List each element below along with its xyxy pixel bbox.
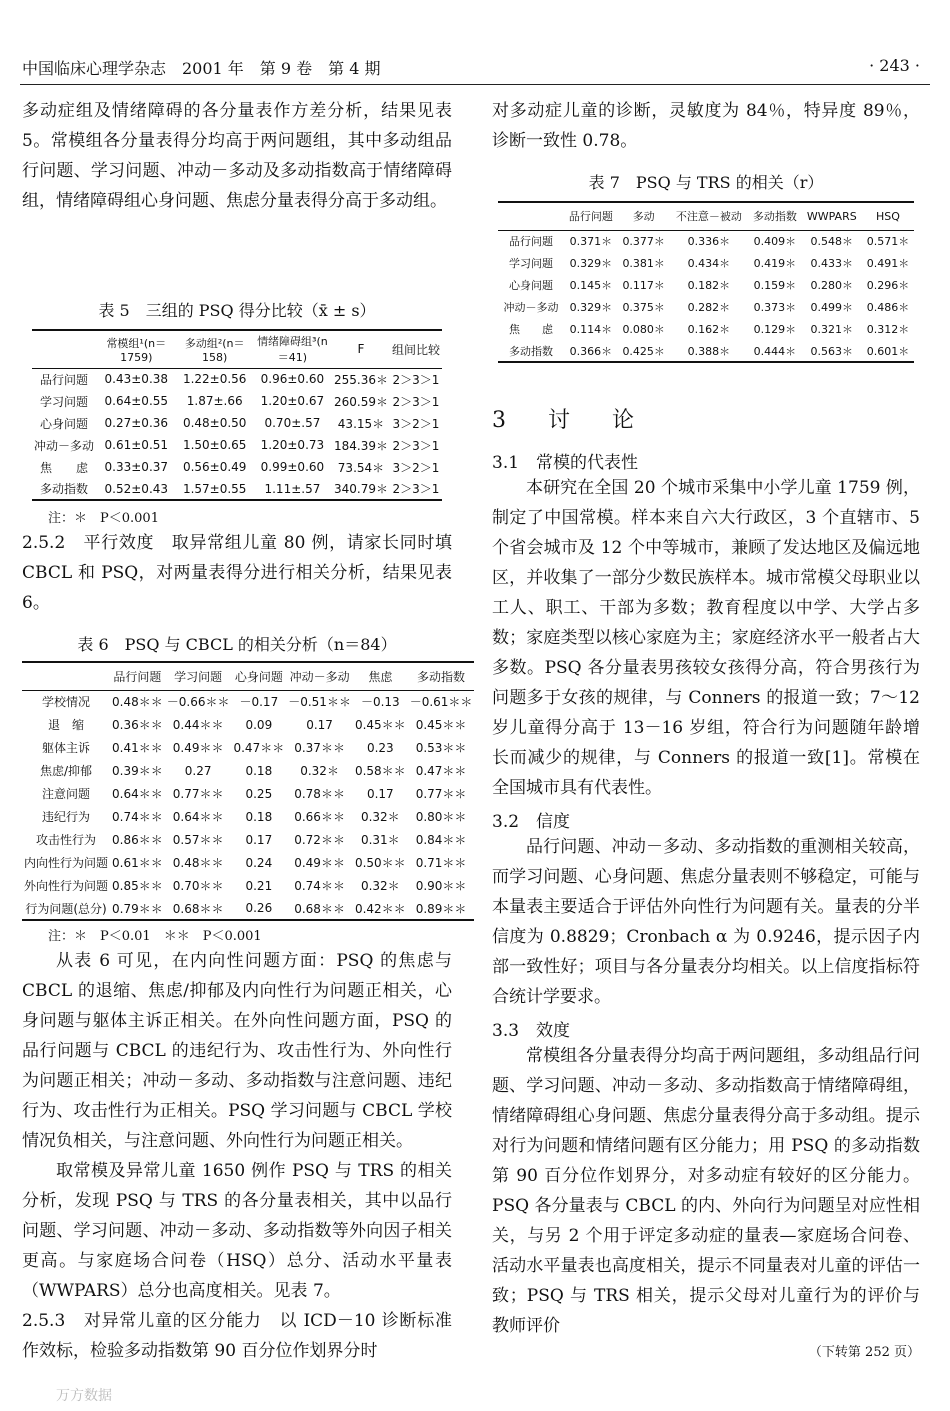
table-cell: 0.68＊＊ [165,897,232,920]
table5-header-cell: 多动组²(n＝158) [177,330,253,368]
table-row [22,782,474,805]
table6-header-cell: 多动指数 [408,662,475,690]
table-cell: 0.162＊ [687,323,731,336]
table-cell: 0.117＊ [622,279,665,292]
continued-note: （下转第 252 页） [808,1345,920,1360]
table6-header-cell: 品行问题 [110,662,165,690]
table5-header-cell: 常模组¹(n＝1759) [96,330,177,368]
row-label: 多动指数 [498,340,564,362]
table-cell: 0.32＊ [360,879,400,893]
table-row [32,434,442,456]
table5-header-cell: 情绪障碍组³(n＝41) [253,330,332,368]
journal-info: 中国临床心理学杂志 2001 年 第 9 卷 第 4 期 [22,59,381,78]
table-cell: 0.86＊＊ [112,833,163,847]
table-cell: 0.77＊＊ [415,787,467,801]
table-cell: 0.444＊ [748,340,802,362]
table-cell: 260.59＊ [333,394,388,409]
table-cell: 0.37＊＊ [294,741,345,755]
table-cell: 43.15＊ [337,416,385,431]
table-cell: 0.182＊ [687,279,731,292]
table-row [22,736,474,759]
table7-header-cell: 品行问题 [564,202,618,230]
table-cell: 0.90＊＊ [415,879,467,893]
table-cell: 0.419＊ [753,257,797,270]
table5-caption: 表 5 三组的 PSQ 得分比较（x̄ ± s） [98,301,376,320]
table6-caption: 表 6 PSQ 与 CBCL 的相关分析（n＝84） [77,635,397,654]
table-cell: 0.48＊＊ [112,695,163,710]
table-cell: 0.70±.57 [264,416,321,430]
table-cell: 0.99±0.60 [260,460,325,474]
section-3-3-body: 常模组各分量表得分均高于两问题组，多动组品行问题、学习问题、冲动－多动、多动指数高于情绪障碍组，情绪障碍组心身问题、焦虑分量表得分高于多动组。提示对行为问题和情绪问题有区分能力；用 PSQ 的多动指数第 90 百分位作划界分，对多动症有较好的区分能力。PSQ 各分量表与 CBCL 的内、外向行为问题呈对应性相关，与另 2 个用于评定多动症的量表—家庭场合问卷、活动水平量表也高度相关，提示不同量表对儿童的评估一致；PSQ 与 TRS 相关，提示父母对儿童行为的评价与教师评价 [492,1046,920,1336]
table-cell: 0.388＊ [670,340,748,362]
table-cell: 0.41＊＊ [112,741,163,755]
table-cell: 0.371＊ [569,235,613,249]
table6-header-cell: 心身问题 [231,662,286,690]
table7 [498,201,914,363]
section-3-2-body: 品行问题、冲动－多动、多动指数的重测相关较高，而学习问题、心身问题、焦虑分量表则不够稳定，可能与本量表主要适合于评估外向性行为问题有关。量表的分半信度为 0.8829；Cronbach α 为 0.9246，提示因子内部一致性好；项目与各分量表分均相关。以上信度指标符合统计学要求。 [492,837,920,1007]
table-row [22,690,474,713]
table5-header-cell [32,330,96,368]
table-cell: 0.18 [245,763,273,778]
table-cell: 0.45＊＊ [415,718,467,732]
table7-header-cell: 不注意－被动 [670,202,748,230]
table-cell: 0.409＊ [753,235,797,249]
table-cell: 3＞2＞1 [392,416,440,431]
table-cell: 0.78＊＊ [294,787,345,801]
table-cell: 0.36＊＊ [112,718,163,732]
table-cell: －0.61＊＊ [409,695,473,710]
table-cell: 0.26 [231,897,286,920]
left-column [22,96,473,1366]
table-row [22,805,474,828]
table-cell: 0.18 [245,809,273,824]
table7-header-cell: 多动 [618,202,670,230]
table-cell: 0.64＊＊ [112,787,163,801]
row-label: 多动指数 [32,478,96,500]
table-cell: 0.17 [245,832,273,847]
table-cell: 0.280＊ [810,279,854,292]
table-cell: 2＞3＞1 [392,372,440,387]
row-label: 焦 虑 [509,323,553,336]
table-cell: 0.47＊＊ [415,764,467,778]
row-label: 外向性行为问题 [24,879,109,893]
table-cell: 3＞2＞1 [392,460,440,475]
table-cell: 2＞3＞1 [390,478,442,500]
table-cell: 0.23 [366,740,394,755]
table-cell: 0.377＊ [622,235,665,249]
row-label: 注意问题 [42,787,91,801]
table-cell: 0.45＊＊ [354,718,406,732]
table-row [22,874,474,897]
table-row [32,456,442,478]
left-para-1: 多动症组及情绪障碍的各分量表作方差分析，结果见表 5。常模组各分量表得分均高于两问题组，其中多动组品行问题、学习问题、冲动－多动及多动指数高于情绪障碍组，情绪障碍组心身问题、焦虑分量表得分高于多动组。 [22,101,452,211]
table-cell: 0.89＊＊ [408,897,475,920]
table-cell: 0.27±0.36 [104,416,169,430]
table5-note: 注：＊ P＜0.001 [48,511,159,526]
row-label: 退 缩 [48,718,85,732]
row-label: 行为问题(总分) [22,897,110,920]
table-cell: －0.51＊＊ [288,695,351,710]
table-row [32,390,442,412]
table-cell: 0.74＊＊ [112,810,163,824]
table-cell: 0.373＊ [753,301,797,314]
table-cell: 0.32＊ [360,810,400,824]
row-label: 学习问题 [40,394,89,409]
section-3-1-body: 本研究在全国 20 个城市采集中小学儿童 1759 例，制定了中国常模。样本来自六大行政区，3 个直辖市、5 个省会城市及 12 个中等城市，兼顾了发达地区及偏远地区，并收集了一部分少数民族样本。城市常模父母职业以工人、职工、干部为多数；教育程度以中学、大学占多数；家庭类型以核心家庭为主；家庭经济水平一般者占大多数。PSQ 各分量表男孩较女孩得分高，符合男孩行为问题多于女孩的规律，与 Conners 的报道一致；7～12 岁儿童得分高于 13－16 岁组，符合行为问题随年龄增长而减少的规律，与 Conners 的报道一致[1]。常模在全国城市具有代表性。 [492,478,920,798]
table-cell: 73.54＊ [337,460,385,475]
table-cell: 0.329＊ [569,301,613,314]
table-cell: 1.20±0.67 [260,394,325,408]
table-cell: 0.491＊ [866,257,910,270]
section-3-2-heading: 3.2 信度 [492,812,571,832]
table-cell: 0.42＊＊ [353,897,408,920]
table-cell: 0.71＊＊ [415,856,467,870]
row-label: 学校情况 [42,695,91,710]
table-cell: 1.22±0.56 [182,372,247,387]
table-row [32,478,442,500]
table-cell: 1.57±0.55 [177,478,253,500]
table-cell: 0.31＊ [360,833,400,847]
table-cell: 0.47＊＊ [233,741,285,755]
left-para-3: 取常模及异常儿童 1650 例作 PSQ 与 TRS 的相关分析，发现 PSQ 与 TRS 的各分量表相关，其中以品行问题、学习问题、冲动－多动、多动指数等外向因子相关更高。与家庭场合问卷（HSQ）总分、活动水平量表（WWPARS）总分也高度相关。见表 7。 [22,1161,452,1301]
table-cell: 0.17 [306,717,333,732]
table5-header-cell: 组间比较 [390,330,442,368]
table-cell: 0.53＊＊ [415,741,467,755]
table-cell: 0.64＊＊ [172,810,224,824]
table-cell: 0.366＊ [564,340,618,362]
table-cell: 0.44＊＊ [172,718,224,732]
table-cell: 0.17 [366,786,394,801]
table-cell: 1.11±.57 [253,478,332,500]
table-cell: 1.50±0.65 [182,438,247,452]
table6-note: 注：＊ P＜0.01 ＊＊ P＜0.001 [48,929,262,944]
table-cell: 0.601＊ [862,340,914,362]
row-label: 躯体主诉 [42,741,91,755]
table-cell: 0.58＊＊ [354,764,406,778]
table-cell: 0.96±0.60 [260,372,325,387]
section-3-1-heading: 3.1 常模的代表性 [492,453,639,473]
row-label: 攻击性行为 [36,833,97,847]
table6-header-cell: 学习问题 [165,662,232,690]
table-cell: －0.13 [360,695,400,710]
table-cell: 0.434＊ [687,257,731,270]
table-row [498,252,914,274]
table-row [498,230,914,252]
table-cell: 0.72＊＊ [294,833,345,847]
table-cell: 0.21 [245,878,273,893]
table-cell: 0.52±0.43 [96,478,177,500]
table-row [32,412,442,434]
table-cell: 0.56±0.49 [182,460,247,474]
left-para-2: 从表 6 可见，在内向性问题方面：PSQ 的焦虑与 CBCL 的退缩、焦虑/抑郁及内向性行为问题正相关，心身问题与躯体主诉正相关。在外向性问题方面，PSQ 的品行问题与 CBCL 的违纪行为、攻击性行为、外向性行为问题正相关；冲动－多动、多动指数与注意问题、违纪行为、攻击性行为正相关。PSQ 学习问题与 CBCL 学校情况负相关，与注意问题、外向性行为问题正相关。 [22,951,452,1151]
table-cell: 0.282＊ [687,301,731,314]
row-label: 品行问题 [509,235,553,249]
table-cell: 0.61±0.51 [104,438,169,452]
table-cell: 0.50＊＊ [354,856,406,870]
table-cell: 0.49＊＊ [172,741,224,755]
table-cell: 255.36＊ [333,372,388,387]
table-cell: 0.425＊ [618,340,670,362]
section-3-3-heading: 3.3 效度 [492,1021,571,1041]
row-label: 心身问题 [509,279,553,292]
table-cell: 0.145＊ [569,279,613,292]
table-cell: 0.68＊＊ [286,897,353,920]
table-row [498,274,914,296]
row-label: 违纪行为 [42,810,91,824]
table-cell: 0.321＊ [810,323,854,336]
table-row [498,296,914,318]
table-cell: 0.499＊ [810,301,854,314]
table-cell: 0.57＊＊ [172,833,224,847]
right-column [492,96,920,1360]
table-cell: 0.33±0.37 [104,460,169,474]
table-cell: 0.79＊＊ [110,897,165,920]
running-header [22,56,928,79]
table-row [498,340,914,362]
table-cell: 0.24 [245,855,273,870]
table6-header-cell: 焦虑 [353,662,408,690]
table-cell: 0.329＊ [569,257,613,270]
section-3-heading: 3 讨 论 [492,408,644,433]
watermark: 万方数据 [56,1388,112,1404]
table6-header-cell: 冲动－多动 [286,662,353,690]
table-cell: 2＞3＞1 [392,438,440,453]
table-cell: 0.486＊ [866,301,910,314]
row-label: 冲动－多动 [503,301,559,314]
table-cell: 0.74＊＊ [294,879,345,893]
table7-header-cell: HSQ [862,202,914,230]
table-cell: 0.296＊ [866,279,910,292]
table-cell: 0.39＊＊ [112,764,163,778]
table-cell: 2＞3＞1 [392,394,440,409]
row-label: 心身问题 [40,416,89,431]
table-cell: －0.17 [239,695,279,710]
row-label: 冲动－多动 [34,438,95,453]
table-cell: 0.77＊＊ [172,787,224,801]
table6-header-cell [22,662,110,690]
row-label: 焦虑/抑郁 [39,764,93,778]
right-para-1: 对多动症儿童的诊断，灵敏度为 84％，特异度 89％，诊断一致性 0.78。 [492,101,920,151]
table-cell: 0.09 [245,717,273,732]
table-cell: 0.563＊ [802,340,862,362]
table-cell: 0.375＊ [622,301,665,314]
table-cell: 0.080＊ [622,323,665,336]
table-cell: 0.129＊ [753,323,797,336]
table-cell: 0.25 [245,786,273,801]
table-cell: 0.159＊ [753,279,797,292]
row-label: 内向性行为问题 [24,856,109,870]
table-row [22,851,474,874]
table7-header-cell [498,202,564,230]
table-cell: 340.79＊ [332,478,390,500]
table-cell: 0.84＊＊ [415,833,467,847]
table-cell: 0.66＊＊ [294,810,345,824]
table-cell: 0.548＊ [810,235,854,249]
table-cell: 0.381＊ [622,257,665,270]
table-cell: 0.433＊ [810,257,854,270]
section-2-5-2: 2.5.2 平行效度 取异常组儿童 80 例，请家长同时填 CBCL 和 PSQ，对两量表得分进行相关分析，结果见表 6。 [22,533,452,613]
table-row [22,897,474,920]
table-cell: 0.43±0.38 [104,372,169,387]
table-row [22,828,474,851]
table5-header-cell: F [332,330,390,368]
table-cell: 0.64±0.55 [104,394,169,408]
table-cell: 0.571＊ [866,235,910,249]
page-number: · 243 · [869,56,920,75]
table-cell: 0.114＊ [569,323,613,336]
table-cell: 0.49＊＊ [294,856,345,870]
table-cell: －0.66＊＊ [166,695,230,710]
table-cell: 1.20±0.73 [260,438,325,452]
table-cell: 0.70＊＊ [172,879,224,893]
table-cell: 0.85＊＊ [112,879,163,893]
section-2-5-3: 2.5.3 对异常儿童的区分能力 以 ICD－10 诊断标准作效标，检验多动指数第 90 百分位作划界分时 [22,1311,452,1361]
table-cell: 0.32＊ [300,764,339,778]
table-cell: 0.27 [184,763,212,778]
table5 [32,329,442,501]
table-cell: 184.39＊ [333,438,388,453]
row-label: 学习问题 [509,257,553,270]
table6 [22,661,474,921]
table7-caption: 表 7 PSQ 与 TRS 的相关（r） [588,173,824,192]
table-cell: 0.48±0.50 [182,416,247,430]
table7-header-cell: 多动指数 [748,202,802,230]
table-cell: 0.48＊＊ [172,856,224,870]
table-cell: 0.80＊＊ [415,810,467,824]
table-cell: 0.312＊ [866,323,910,336]
table-cell: 1.87±.66 [186,394,243,408]
table-row [498,318,914,340]
table-cell: 0.336＊ [687,235,731,249]
table-cell: 0.61＊＊ [112,856,163,870]
table7-header-cell: WWPARS [802,202,862,230]
table-row [22,713,474,736]
row-label: 品行问题 [40,372,89,387]
header-rule [20,84,930,85]
row-label: 焦 虑 [40,460,89,475]
table-row [22,759,474,782]
table-row [32,368,442,390]
